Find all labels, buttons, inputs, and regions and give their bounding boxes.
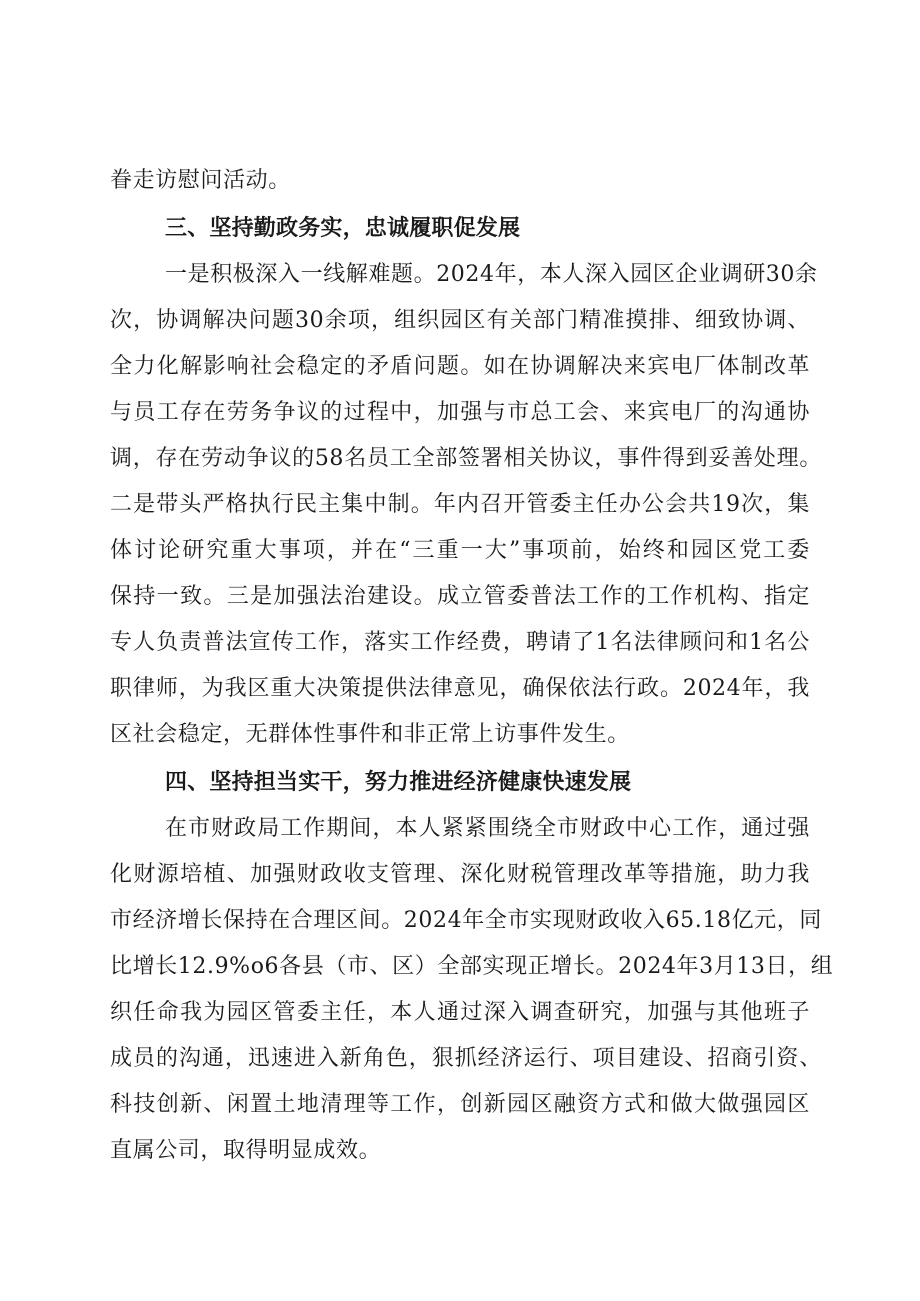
text-line: 一是积极深入一线解难题。2024年，本人深入园区企业调研30余: [165, 262, 818, 287]
text-line: 直属公司，取得明显成效。: [110, 1138, 382, 1163]
text-line: 二是带头严格执行民主集中制。年内召开管委主任办公会共19次，集: [110, 492, 810, 517]
text-line: 市经济增长保持在合理区间。2024年全市实现财政收入65.18亿元，同: [110, 908, 822, 933]
text-line: 保持一致。三是加强法治建设。成立管委普法工作的工作机构、指定: [110, 584, 810, 609]
text-line: 在市财政局工作期间，本人紧紧围绕全市财政中心工作，通过强: [165, 816, 810, 841]
text-line: 体讨论研究重大事项，并在“三重一大”事项前，始终和园区党工委: [110, 538, 810, 563]
text-line: 区社会稳定，无群体性事件和非正常上访事件发生。: [110, 722, 630, 747]
text-line: 织任命我为园区管委主任，本人通过深入调查研究，加强与其他班子: [110, 1000, 810, 1025]
text-line: 成员的沟通，迅速进入新角色，狠抓经济运行、项目建设、招商引资、: [110, 1046, 822, 1071]
section-heading: 三、坚持勤政务实，忠诚履职促发展: [165, 216, 521, 241]
text-line: 与员工存在劳务争议的过程中，加强与市总工会、来宾电厂的沟通协: [110, 400, 810, 425]
text-line: 比增长12.9%o6各县（市、区）全部实现正增长。2024年3月13日，组: [110, 954, 834, 979]
section-heading: 四、坚持担当实干，努力推进经济健康快速发展: [165, 770, 632, 795]
text-line: 调，存在劳动争议的58名员工全部签署相关协议，事件得到妥善处理。: [110, 446, 822, 471]
text-line: 次，协调解决问题30余项，组织园区有关部门精准摸排、细致协调、: [110, 308, 810, 333]
text-line: 全力化解影响社会稳定的矛盾问题。如在协调解决来宾电厂体制改革: [110, 354, 810, 379]
text-line: 专人负责普法宣传工作，落实工作经费，聘请了1名法律顾问和1名公: [110, 630, 810, 655]
text-line: 眷走访慰问活动。: [110, 168, 291, 193]
text-line: 科技创新、闲置土地清理等工作，创新园区融资方式和做大做强园区: [110, 1092, 810, 1117]
text-line: 化财源培植、加强财政收支管理、深化财税管理改革等措施，助力我: [110, 862, 810, 887]
text-line: 职律师，为我区重大决策提供法律意见，确保依法行政。2024年，我: [110, 676, 810, 701]
